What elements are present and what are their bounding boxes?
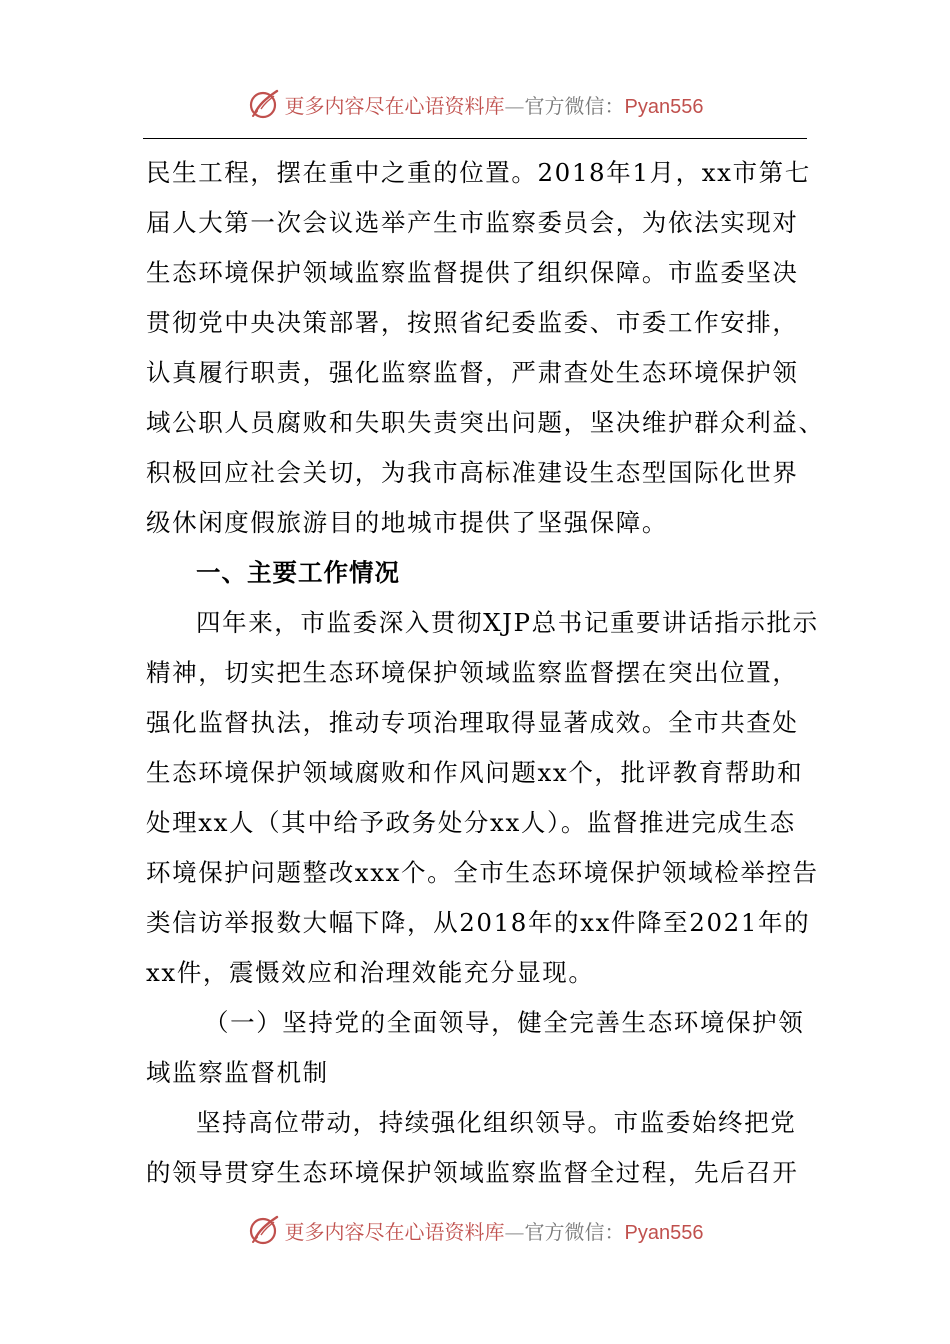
text-line: 类信访举报数大幅下降，从2018年的xx件降至2021年的: [146, 908, 811, 937]
footer-watermark: [0, 1210, 950, 1250]
text-line: 届人大第一次会议选举产生市监察委员会，为依法实现对: [146, 208, 799, 237]
watermark-dash: —: [504, 93, 525, 118]
text-line: 级休闲度假旅游目的地城市提供了坚强保障。: [146, 508, 668, 537]
subsection-heading: （一）坚持党的全面领导，健全完善生态环境保护领: [204, 1008, 805, 1037]
text-line: 四年来，市监委深入贯彻XJP总书记重要讲话指示批示: [196, 608, 819, 637]
text-line: 认真履行职责，强化监察监督，严肃查处生态环境保护领: [146, 358, 799, 387]
watermark-text: [285, 90, 704, 119]
text-line: 环境保护问题整改xxx个。全市生态环境保护领域检举控告: [146, 858, 819, 887]
watermark-brand: 更多内容尽在心语资料库: [284, 1219, 505, 1244]
header-rule: [143, 138, 807, 139]
subsection-heading-continued: 域监察监督机制: [146, 1058, 329, 1087]
watermark-wechat-label: 官方微信：: [524, 93, 625, 118]
body-text: [146, 148, 825, 1198]
text-line: 民生工程，摆在重中之重的位置。2018年1月，xx市第七: [146, 158, 811, 187]
text-line: 域公职人员腐败和失职失责突出问题，坚决维护群众利益、: [146, 408, 825, 437]
text-line: 贯彻党中央决策部署，按照省纪委监委、市委工作安排，: [146, 308, 799, 337]
text-line: 坚持高位带动，持续强化组织领导。市监委始终把党: [196, 1108, 797, 1137]
text-line: xx件，震慑效应和治理效能充分显现。: [146, 958, 595, 987]
watermark-text: [285, 1216, 704, 1245]
watermark-dash: —: [504, 1219, 525, 1244]
watermark-wechat-id: Pyan556: [624, 95, 704, 118]
watermark-wechat-id: Pyan556: [624, 1221, 704, 1244]
header-watermark: [0, 84, 950, 124]
text-line: 精神，切实把生态环境保护领域监察监督摆在突出位置，: [146, 658, 799, 687]
text-line: 处理xx人（其中给予政务处分xx人）。监督推进完成生态: [146, 808, 796, 837]
watermark-brand: 更多内容尽在心语资料库: [284, 93, 505, 118]
section-heading: 一、主要工作情况: [196, 558, 400, 587]
text-line: 生态环境保护领域监察监督提供了组织保障。市监委坚决: [146, 258, 799, 287]
text-line: 的领导贯穿生态环境保护领域监察监督全过程，先后召开: [146, 1158, 799, 1187]
quill-seal-icon: [247, 87, 281, 121]
text-line: 强化监督执法，推动专项治理取得显著成效。全市共查处: [146, 708, 799, 737]
text-line: 积极回应社会关切，为我市高标准建设生态型国际化世界: [146, 458, 799, 487]
text-line: 生态环境保护领域腐败和作风问题xx个，批评教育帮助和: [146, 758, 804, 787]
quill-seal-icon: [247, 1213, 281, 1247]
watermark-wechat-label: 官方微信：: [524, 1219, 625, 1244]
